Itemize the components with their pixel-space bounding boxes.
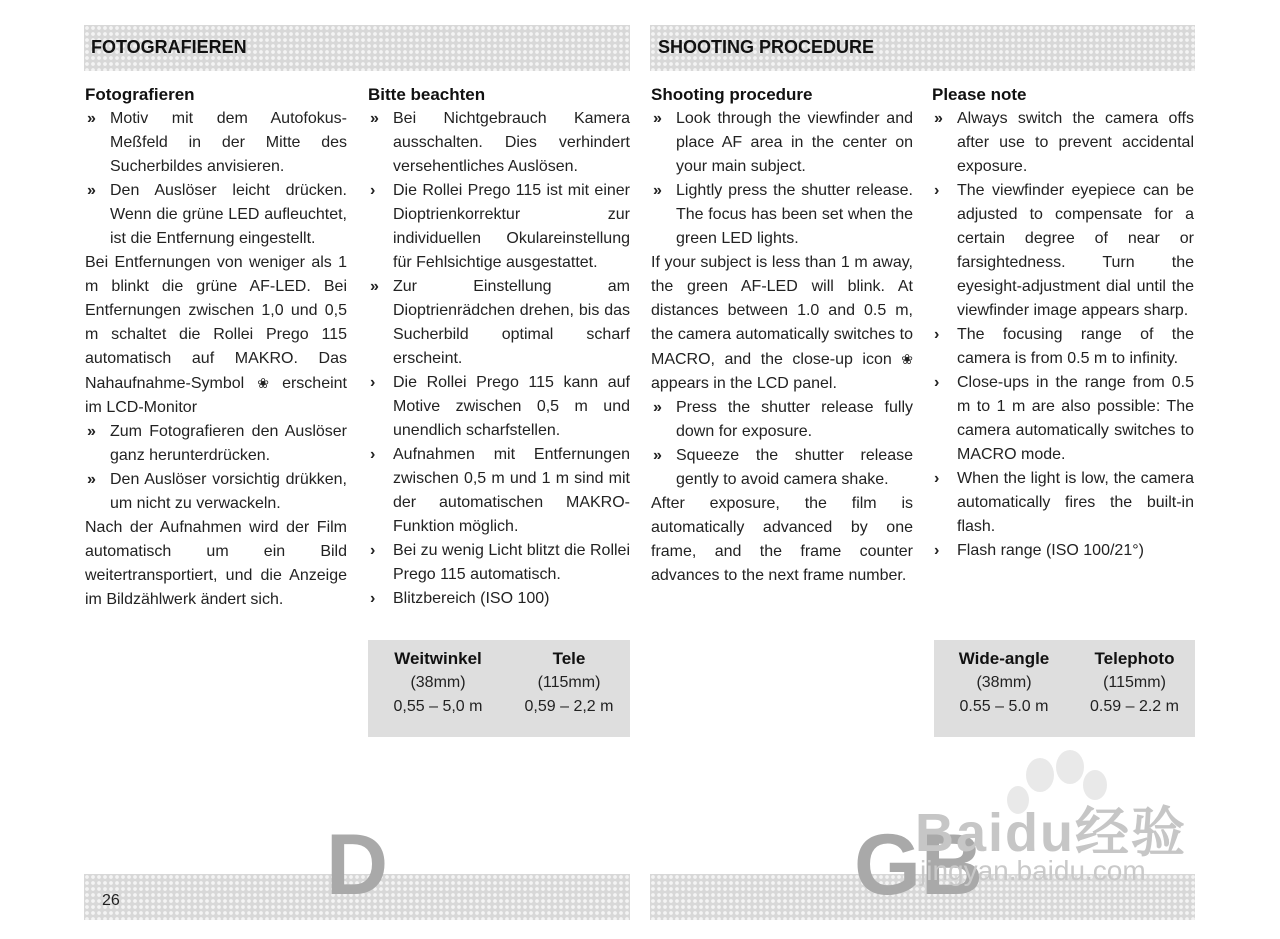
bullet-icon: »	[653, 110, 662, 127]
bullet-icon: »	[87, 182, 96, 199]
list-item	[85, 179, 347, 251]
item-text: Bei zu wenig Licht blitzt die Rollei Prego 115 automatisch.	[393, 542, 630, 583]
bullet-icon: ›	[370, 182, 376, 199]
item-text: Bei Nichtgebrauch Kamera ausschalten. Dies verhindert versehentliches Auslösen.	[393, 110, 630, 175]
table-header: Tele	[552, 649, 586, 668]
list-item	[651, 444, 913, 492]
paragraph-text-end: appears in the LCD panel.	[651, 375, 837, 392]
paragraph	[85, 251, 347, 420]
table-cell: 0,55 – 5,0 m	[393, 698, 483, 715]
list-item	[932, 467, 1194, 539]
page-number: 26	[102, 892, 120, 909]
bullet-icon: »	[87, 110, 96, 127]
header-title-right: SHOOTING PROCEDURE	[658, 37, 875, 57]
table-cell: (38mm)	[976, 674, 1032, 691]
macro-flower-icon: ❀	[901, 351, 913, 367]
table-cell: 0,59 – 2,2 m	[524, 698, 614, 715]
paragraph-text-end: erscheint im LCD-Monitor	[85, 375, 347, 416]
list-item	[651, 396, 913, 444]
column-en-right	[932, 83, 1194, 563]
item-text: Zur Einstellung am Dioptrienrädchen drehen, bis das Sucherbild optimal scharf erscheint.	[393, 278, 630, 367]
section-heading: Shooting procedure	[651, 85, 813, 104]
paragraph	[651, 251, 913, 396]
bullet-icon: ›	[370, 374, 376, 391]
item-text: Always switch the camera offs after use to prevent accidental exposure.	[957, 110, 1194, 175]
item-text: Den Auslöser leicht drücken. Wenn die grüne LED aufleuchtet, ist die Entfernung eingestellt.	[110, 182, 347, 247]
paragraph-text: Bei Entfernungen von weniger als 1 m blinkt die grüne AF-LED. Bei Entfernungen zwischen 1,0 und 0,5 m schaltet die Rollei Prego 115 automatisch auf MAKRO. Das Nahaufnahme-Symbol	[85, 254, 347, 392]
paragraph: After exposure, the film is automatically advanced by one frame, and the frame counter advances to the next frame number.	[651, 495, 913, 584]
bullet-icon: ›	[934, 470, 940, 487]
language-marker-de: D	[326, 817, 389, 913]
bullet-icon: »	[653, 399, 662, 416]
table-cell: (115mm)	[537, 674, 601, 691]
list-item	[932, 107, 1194, 179]
item-text: Den Auslöser vorsichtig drükken, um nicht zu verwackeln.	[110, 471, 347, 512]
list-item	[368, 275, 630, 371]
watermark-brand: Baidu经验	[915, 803, 1188, 863]
table-cell: (115mm)	[1103, 674, 1166, 691]
table-header: Telephoto	[1094, 649, 1175, 668]
bullet-icon: ›	[934, 374, 940, 391]
bullet-icon: ›	[934, 326, 940, 343]
list-item	[368, 107, 630, 179]
bullet-icon: ›	[370, 542, 376, 559]
item-text: Press the shutter release fully down for exposure.	[676, 399, 913, 440]
list-item	[932, 179, 1194, 323]
flash-range-table-de	[368, 640, 630, 737]
table-cell: (38mm)	[410, 674, 466, 691]
bullet-icon: »	[653, 447, 662, 464]
item-text: Motiv mit dem Autofokus-Meßfeld in der Mitte des Sucherbildes anvisieren.	[110, 110, 347, 175]
list-item	[932, 371, 1194, 467]
table-cell: 0.55 – 5.0 m	[959, 698, 1049, 715]
section-heading: Please note	[932, 85, 1027, 104]
header-title-left: FOTOGRAFIEREN	[91, 37, 247, 57]
bullet-icon: »	[87, 423, 96, 440]
item-text: When the light is low, the camera automatically fires the built-in flash.	[957, 470, 1194, 535]
table-header: Wide-angle	[958, 649, 1050, 668]
bullet-icon: »	[934, 110, 943, 127]
flash-range-table-en	[934, 640, 1195, 737]
item-text: Die Rollei Prego 115 ist mit einer Dioptrienkorrektur zur individuellen Okulareinstellung für Fehlsichtige ausgestattet.	[393, 182, 630, 271]
bullet-icon: ›	[370, 590, 376, 607]
section-heading: Fotografieren	[85, 85, 195, 104]
list-item	[85, 107, 347, 179]
bullet-icon: »	[370, 278, 379, 295]
column-en-left	[651, 83, 913, 588]
language-marker-gb: GB	[854, 817, 983, 913]
list-item	[85, 468, 347, 516]
table-header: Weitwinkel	[394, 649, 482, 668]
bullet-icon: »	[87, 471, 96, 488]
item-text: Lightly press the shutter release. The focus has been set when the green LED lights.	[676, 182, 913, 247]
list-item	[651, 107, 913, 179]
list-item	[651, 179, 913, 251]
list-item	[368, 179, 630, 275]
watermark-url: jingyan.baidu.com	[920, 855, 1146, 886]
item-text: The viewfinder eyepiece can be adjusted to compensate for a certain degree of near or farsightedness. Turn the eyesight-adjustment dial until the viewfinder image appears sharp.	[957, 182, 1194, 319]
list-item	[368, 443, 630, 539]
item-text: Close-ups in the range from 0.5 m to 1 m are also possible: The camera automatically switches to MACRO mode.	[957, 374, 1194, 463]
list-item	[932, 323, 1194, 371]
column-de-left	[85, 83, 347, 612]
section-heading: Bitte beachten	[368, 85, 486, 104]
bullet-icon: ›	[370, 446, 376, 463]
column-de-right	[368, 83, 630, 611]
list-item	[932, 539, 1194, 563]
item-text: The focusing range of the camera is from 0.5 m to infinity.	[957, 326, 1194, 367]
paragraph: Nach der Aufnahmen wird der Film automatisch um ein Bild weitertransportiert, und die Anzeige im Bildzählwerk ändert sich.	[85, 519, 347, 608]
item-text: Die Rollei Prego 115 kann auf Motive zwischen 0,5 m und unendlich scharfstellen.	[393, 374, 630, 439]
bullet-icon: ›	[934, 542, 940, 559]
item-text: Flash range (ISO 100/21°)	[957, 542, 1144, 559]
bullet-icon: »	[653, 182, 662, 199]
item-text: Look through the viewfinder and place AF area in the center on your main subject.	[676, 110, 913, 175]
bullet-icon: ›	[934, 182, 940, 199]
table-cell: 0.59 – 2.2 m	[1090, 698, 1179, 715]
bullet-icon: »	[370, 110, 379, 127]
list-item	[85, 420, 347, 468]
item-text: Blitzbereich (ISO 100)	[393, 590, 550, 607]
item-text: Aufnahmen mit Entfernungen zwischen 0,5 m und 1 m sind mit der automatischen MAKRO-Funktion möglich.	[393, 446, 630, 535]
item-text: Zum Fotografieren den Auslöser ganz herunterdrücken.	[110, 423, 347, 464]
item-text: Squeeze the shutter release gently to avoid camera shake.	[676, 447, 913, 488]
list-item	[368, 587, 630, 611]
macro-flower-icon: ❀	[257, 375, 269, 391]
list-item	[368, 371, 630, 443]
paragraph-text: If your subject is less than 1 m away, the green AF-LED will blink. At distances between 1.0 and 0.5 m, the camera automatically switches to MACRO, and the close-up icon	[651, 254, 913, 368]
list-item	[368, 539, 630, 587]
